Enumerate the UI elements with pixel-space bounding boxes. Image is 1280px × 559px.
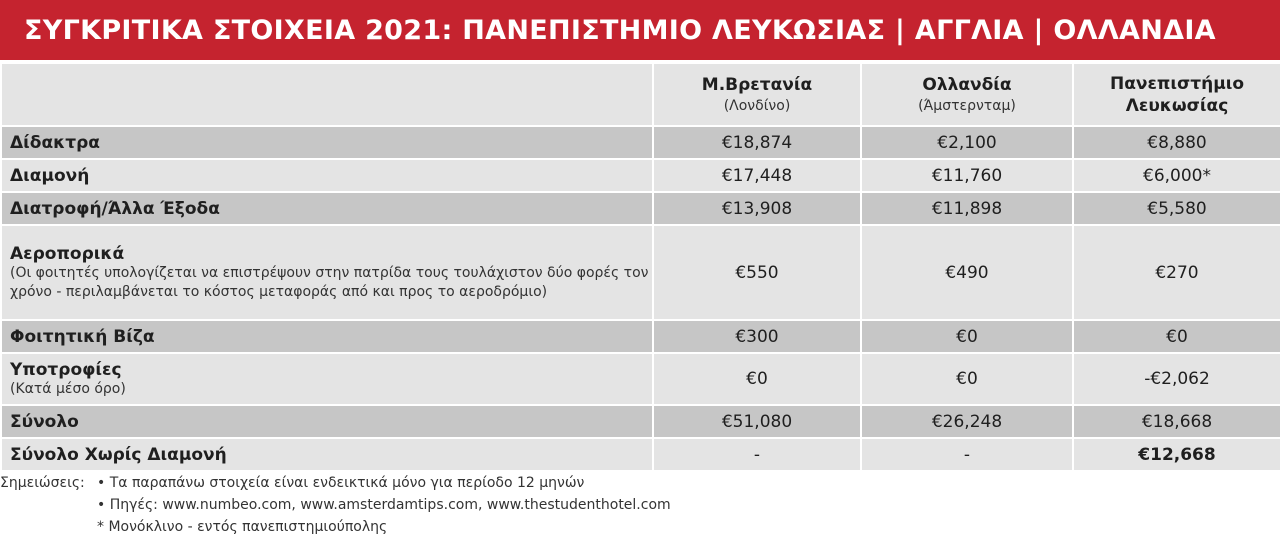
notes-prefix: Σημειώσεις: — [0, 475, 85, 491]
header-cy-name: Πανεπιστήμιο Λευκωσίας — [1109, 73, 1245, 116]
row-label-cell — [1, 353, 653, 405]
cell-cy: -€2,062 — [1073, 353, 1280, 405]
cell-cy: €270 — [1073, 225, 1280, 320]
table-row-total — [1, 405, 1280, 438]
cell-uk: - — [653, 438, 861, 471]
cell-cy: €0 — [1073, 320, 1280, 353]
comparison-table — [0, 62, 1280, 472]
cell-nl: - — [861, 438, 1073, 471]
row-label: Σύνολο Χωρίς Διαμονή — [1, 438, 653, 471]
note-line: • Τα παραπάνω στοιχεία είναι ενδεικτικά μόνο για περίοδο 12 μηνών — [97, 475, 585, 491]
table-row-scholarships — [1, 353, 1280, 405]
cell-uk: €51,080 — [653, 405, 861, 438]
page-title: ΣΥΓΚΡΙΤΙΚΑ ΣΤΟΙΧΕΙΑ 2021: ΠΑΝΕΠΙΣΤΗΜΙΟ ΛΕΥΚΩΣΙΑΣ | ΑΓΓΛΙΑ | ΟΛΛΑΝΔΙΑ — [24, 14, 1216, 46]
row-label: Υποτροφίες — [10, 359, 122, 380]
row-label-cell — [1, 225, 653, 320]
cell-cy: €6,000* — [1073, 159, 1280, 192]
title-bar — [0, 0, 1280, 60]
row-note: (Οι φοιτητές υπολογίζεται να επιστρέψουν στην πατρίδα τους τουλάχιστον δύο φορές τον χρόνο - περιλαμβάνεται το κόστος μεταφοράς από και προς το αεροδρόμιο) — [10, 264, 649, 300]
row-label: Αεροπορικά — [10, 243, 125, 264]
cell-nl: €0 — [861, 320, 1073, 353]
cell-uk: €13,908 — [653, 192, 861, 225]
cell-nl: €2,100 — [861, 126, 1073, 159]
header-uk-name: Μ.Βρετανία — [701, 74, 813, 95]
cell-uk: €550 — [653, 225, 861, 320]
table-row-visa — [1, 320, 1280, 353]
row-label: Διατροφή/Άλλα Έξοδα — [1, 192, 653, 225]
cell-cy: €18,668 — [1073, 405, 1280, 438]
table-row-total-no-accommodation — [1, 438, 1280, 471]
row-label: Σύνολο — [1, 405, 653, 438]
header-uk-city: (Λονδίνο) — [723, 97, 791, 114]
cell-uk: €17,448 — [653, 159, 861, 192]
cell-nl: €11,760 — [861, 159, 1073, 192]
note-line: • Πηγές: www.numbeo.com, www.amsterdamtips.com, www.thestudenthotel.com — [97, 497, 671, 513]
cell-cy: €8,880 — [1073, 126, 1280, 159]
note-line: * Μονόκλινο - εντός πανεπιστημιούπολης — [97, 519, 388, 535]
table-row-food-other — [1, 192, 1280, 225]
row-label: Φοιτητική Βίζα — [1, 320, 653, 353]
cell-uk: €0 — [653, 353, 861, 405]
header-nl-city: (Άμστερνταμ) — [918, 97, 1016, 114]
cell-cy: €12,668 — [1073, 438, 1280, 471]
cell-uk: €300 — [653, 320, 861, 353]
header-cy — [1073, 63, 1280, 126]
table-row-accommodation — [1, 159, 1280, 192]
table-header-row — [1, 63, 1280, 126]
header-empty-cell — [1, 63, 653, 126]
table-row-airfare — [1, 225, 1280, 320]
row-note: (Κατά μέσο όρο) — [10, 380, 126, 397]
header-nl-name: Ολλανδία — [922, 74, 1012, 95]
cell-cy: €5,580 — [1073, 192, 1280, 225]
cell-nl: €0 — [861, 353, 1073, 405]
table-row-tuition — [1, 126, 1280, 159]
header-uk — [653, 63, 861, 126]
cell-nl: €490 — [861, 225, 1073, 320]
row-label: Διαμονή — [1, 159, 653, 192]
row-label: Δίδακτρα — [1, 126, 653, 159]
cell-nl: €11,898 — [861, 192, 1073, 225]
cell-nl: €26,248 — [861, 405, 1073, 438]
header-nl — [861, 63, 1073, 126]
cell-uk: €18,874 — [653, 126, 861, 159]
